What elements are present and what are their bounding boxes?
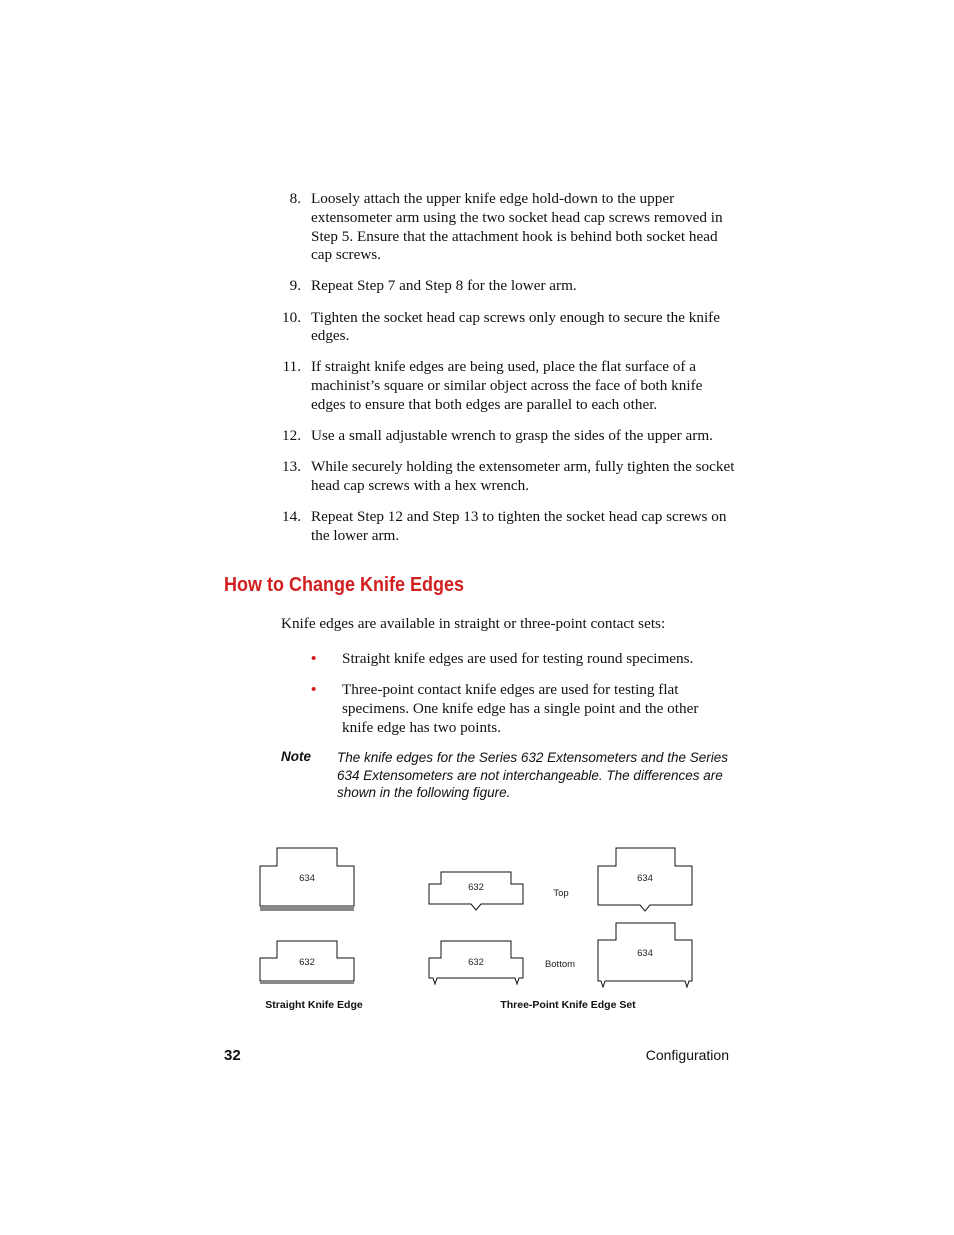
bullet-dot: • <box>311 650 317 667</box>
step-text: While securely holding the extensometer arm, fully tighten the socket head cap screws with a hex wrench. <box>311 458 735 495</box>
bottom-label: Bottom <box>544 959 576 970</box>
bullet-text: Straight knife edges are used for testing round specimens. <box>342 650 694 667</box>
page-number: 32 <box>224 1047 241 1064</box>
step-text: Tighten the socket head cap screws only enough to secure the knife edges. <box>311 308 720 345</box>
top-label: Top <box>553 888 569 899</box>
footer-section-name: Configuration <box>645 1047 729 1063</box>
step-text: Repeat Step 12 and Step 13 to tighten the socket head cap screws on the lower arm. <box>311 508 727 544</box>
step-number: 14. <box>282 508 301 526</box>
step-text: Use a small adjustable wrench to grasp the sides of the upper arm. <box>311 427 713 445</box>
step-item <box>280 309 740 347</box>
three-bottom-right-label: 634 <box>637 948 653 959</box>
straight-bottom-label: 632 <box>299 957 315 968</box>
caption-three-point: Three-Point Knife Edge Set <box>500 999 636 1011</box>
bullet-dot: • <box>311 681 317 699</box>
step-item <box>280 190 740 265</box>
step-number: 8. <box>289 190 301 207</box>
bullet-list <box>311 650 731 750</box>
step-number: 9. <box>289 277 301 295</box>
bullet-item <box>311 650 731 669</box>
three-top-right-label: 634 <box>637 873 653 884</box>
step-item <box>280 427 740 446</box>
step-item <box>280 358 740 414</box>
three-bottom-left-label: 632 <box>468 957 484 968</box>
step-text: If straight knife edges are being used, place the flat surface of a machinist’s square or similar object across the face of both knife edges to ensure that both edges are parallel to each other. <box>311 358 703 414</box>
step-item <box>280 508 740 546</box>
step-number: 10. <box>282 308 301 326</box>
step-number: 12. <box>282 427 301 445</box>
caption-straight: Straight Knife Edge <box>265 999 363 1011</box>
step-number: 11. <box>282 358 301 376</box>
section-heading: How to Change Knife Edges <box>224 574 465 596</box>
bullet-item <box>311 681 731 737</box>
straight-top-label: 634 <box>299 873 315 884</box>
note-text: The knife edges for the Series 632 Extensometers and the Series 634 Extensometers are not interchangeable. The differences are shown in the following figure. <box>337 750 728 800</box>
procedure-steps <box>280 190 740 558</box>
note-label: Note <box>281 749 311 764</box>
step-text: Repeat Step 7 and Step 8 for the lower arm. <box>311 277 577 295</box>
knife-edge-figure <box>250 840 710 1020</box>
section-intro: Knife edges are available in straight or three-point contact sets: <box>281 615 666 632</box>
step-item <box>280 458 740 496</box>
step-number: 13. <box>282 458 301 476</box>
bullet-text: Three-point contact knife edges are used for testing flat specimens. One knife edge has a single point and the other knife edge has two points. <box>342 681 699 736</box>
step-item <box>280 277 740 296</box>
three-top-left-label: 632 <box>468 882 484 893</box>
step-text: Loosely attach the upper knife edge hold-down to the upper extensometer arm using the two socket head cap screws removed in Step 5. Ensure that the attachment hook is behind both socket head cap screws. <box>311 190 723 264</box>
